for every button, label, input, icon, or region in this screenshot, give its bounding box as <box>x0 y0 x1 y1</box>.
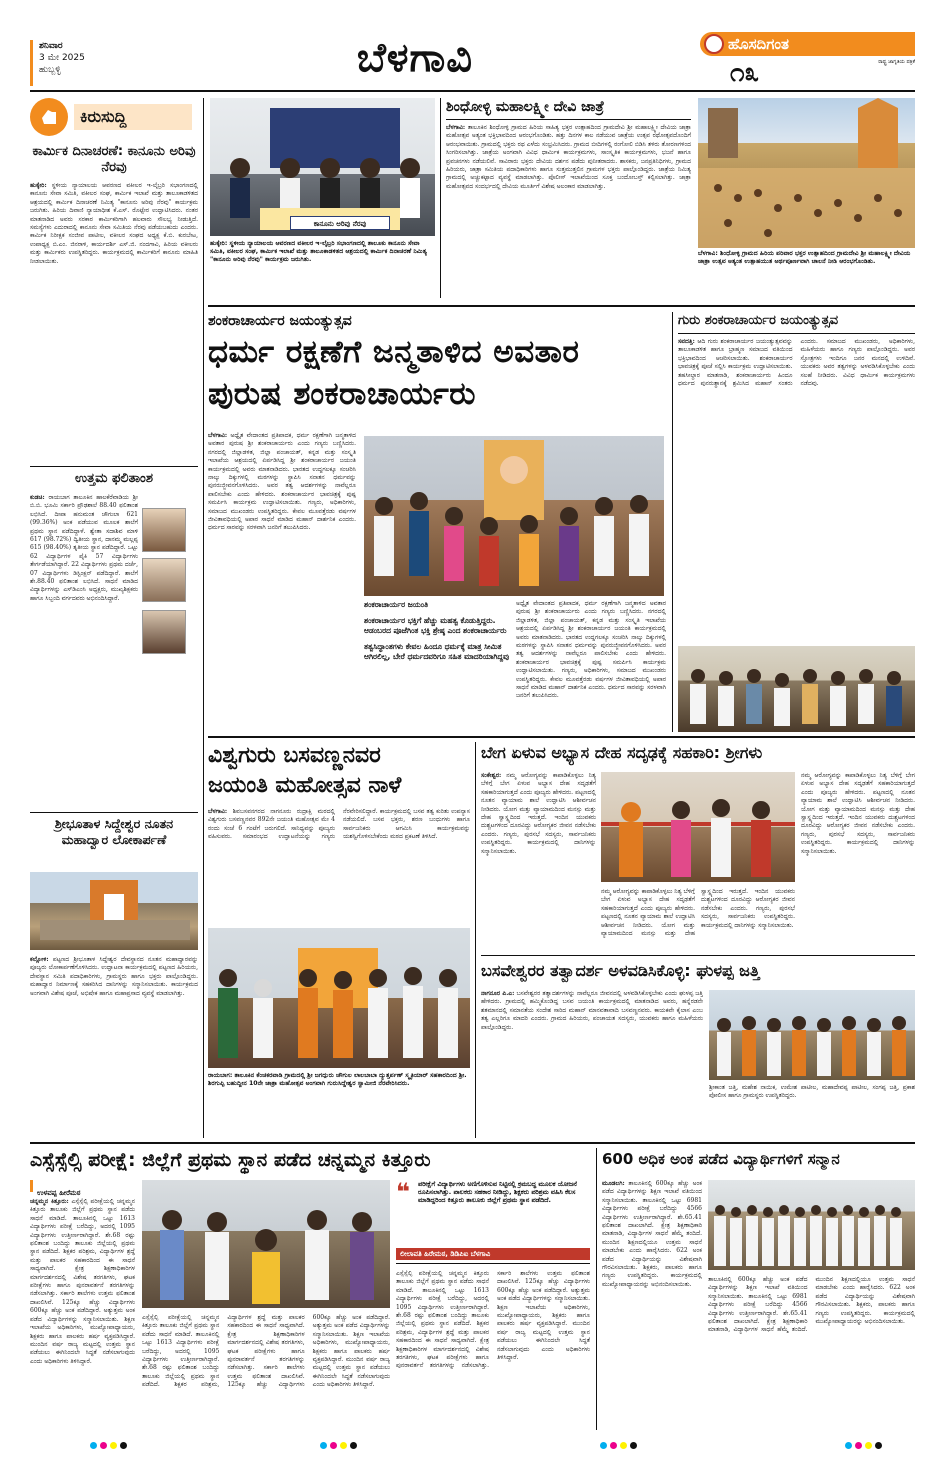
shrigalu-text: ನಮ್ಮ ಆರೋಗ್ಯವನ್ನು ಕಾಪಾಡಿಕೊಳ್ಳಲು ನಿತ್ಯ ಬೆಳಿಗ್ಗೆ ಬೇಗ ಏಳುವ ಅಭ್ಯಾಸ ದೇಹ ಸದೃಢತೆಗೆ ಸಹಕಾರಿಯಾಗುತ್ತದೆ ಎಂದು ಪೂಜ್ಯರು ಹೇಳಿದರು. ಪಟ್ಟಣದಲ್ಲಿ ನೂತನ ವ್ಯಾಯಾಮ ಶಾಲೆ ಉದ್ಘಾಟಿಸಿ ಆಶೀರ್ವಚನ ನೀಡಿದರು. ಯೋಗ ಮತ್ತು ವ್ಯಾಯಾಮದಿಂದ ಮನಸ್ಸು ಮತ್ತು ದೇಹ ಸ್ವಾಸ್ಥ್ಯದಿಂದ ಇರುತ್ತದೆ. ಇಂದಿನ ಯುವಕರು ದುಶ್ಚಟಗಳಿಂದ ದೂರವಿದ್ದು ಆರೋಗ್ಯಕರ ಜೀವನ ನಡೆಸಬೇಕು ಎಂದರು. ಗಣ್ಯರು, ಪುರಸಭೆ ಸದಸ್ಯರು, ಸಾರ್ವಜನಿಕರು ಉಪಸ್ಥಿತರಿದ್ದರು. ಕಾರ್ಯಕ್ರಮದಲ್ಲಿ ದಾನಿಗಳನ್ನು ಸನ್ಮಾನಿಸಲಾಯಿತು. <box>481 772 596 855</box>
jatre-photo <box>698 98 915 248</box>
student-photo-1 <box>142 508 186 552</box>
divider-horizontal-lower <box>481 955 915 956</box>
sslc-dateline: ಚನ್ನಮ್ಮನ ಕಿತ್ತೂರು: <box>30 1198 69 1205</box>
sslc-byline-text: ಉಳವಪ್ಪ ಹೀರೆಮಠ <box>37 1189 81 1197</box>
sslc-text-cont-2: ಎಸ್ಸೆಸ್ಸೆಲ್ಸಿ ಪರೀಕ್ಷೆಯಲ್ಲಿ ಚನ್ನಮ್ಮನ ಕಿತ್ತೂರು ತಾಲೂಕು ಜಿಲ್ಲೆಗೆ ಪ್ರಥಮ ಸ್ಥಾನ ಪಡೆದು ಸಾಧನೆ ಮಾಡಿದೆ. ತಾಲೂಕಿನಲ್ಲಿ ಒಟ್ಟು 1613 ವಿದ್ಯಾರ್ಥಿಗಳು ಪರೀಕ್ಷೆ ಬರೆದಿದ್ದು, ಅದರಲ್ಲಿ 1095 ವಿದ್ಯಾರ್ಥಿಗಳು ಉತ್ತೀರ್ಣರಾಗಿದ್ದಾರೆ. ಶೇ.68 ರಷ್ಟು ಫಲಿತಾಂಶ ಬಂದಿದ್ದು ತಾಲೂಕು ಜಿಲ್ಲೆಯಲ್ಲಿ ಪ್ರಥಮ ಸ್ಥಾನ ಪಡೆದಿದೆ. ಶಿಕ್ಷಕರ ಪರಿಶ್ರಮ, ವಿದ್ಯಾರ್ಥಿಗಳ ಶ್ರದ್ಧೆ ಮತ್ತು ಪಾಲಕರ ಸಹಕಾರದಿಂದ ಈ ಸಾಧನೆ ಸಾಧ್ಯವಾಗಿದೆ. ಕ್ಷೇತ್ರ ಶಿಕ್ಷಣಾಧಿಕಾರಿಗಳ ಮಾರ್ಗದರ್ಶನದಲ್ಲಿ ವಿಶೇಷ ತರಗತಿಗಳು, ಘಟಕ ಪರೀಕ್ಷೆಗಳು ಹಾಗೂ ಪುನರಾವರ್ತನೆ ತರಗತಿಗಳನ್ನು ನಡೆಸಲಾಗಿತ್ತು. ಸರ್ಕಾರಿ ಶಾಲೆಗಳು ಉತ್ತಮ ಫಲಿತಾಂಶ ದಾಖಲಿಸಿವೆ. 125ಕ್ಕೂ ಹೆಚ್ಚು ವಿದ್ಯಾರ್ಥಿಗಳು 600ಕ್ಕೂ ಹೆಚ್ಚು ಅಂಕ ಪಡೆದಿದ್ದಾರೆ. ಅತ್ಯುತ್ತಮ ಅಂಕ ಪಡೆದ ವಿದ್ಯಾರ್ಥಿಗಳನ್ನು ಸನ್ಮಾನಿಸಲಾಯಿತು. ಶಿಕ್ಷಣ ಇಲಾಖೆಯ ಅಧಿಕಾರಿಗಳು, ಮುಖ್ಯೋಪಾಧ್ಯಾಯರು, ಶಿಕ್ಷಕರು ಹಾಗೂ ಪಾಲಕರು ಹರ್ಷ ವ್ಯಕ್ತಪಡಿಸಿದ್ದಾರೆ. ಮುಂದಿನ ವರ್ಷ ರಾಜ್ಯ ಮಟ್ಟದಲ್ಲಿ ಉತ್ತಮ ಸ್ಥಾನ ಪಡೆಯಲು ಈಗಿನಿಂದಲೇ ಸಿದ್ಧತೆ ನಡೆಸಲಾಗುವುದು ಎಂದು ಅಧಿಕಾರಿಗಳು ತಿಳಿಸಿದ್ದಾರೆ. <box>396 1270 590 1370</box>
page-number: ೧೩ <box>730 58 760 88</box>
black-dot <box>120 1442 127 1449</box>
masthead-date: 3 ಮೇ 2025 <box>39 53 85 63</box>
sslc-article <box>30 1148 590 1430</box>
brief-2-text: ರಾಯಬಾಗ ತಾಲೂಕಿನ ಹಾಲಕೆರೆವಾಡಿಯ ಶ್ರೀ ಬಿ.ಬಿ. ಭೂಮಿ ಸರ್ಕಾರಿ ಪ್ರೌಢಶಾಲೆ 88.40 ಫಲಿತಾಂಶ ಲಭಿಸಿದೆ. ದೀಪಾ ಹನುಮಂತ ಚೌಗುಲಾ 621 (99.36%) ಅಂಕ ಪಡೆಯುವ ಮೂಲಕ ಶಾಲೆಗೆ ಪ್ರಥಮ ಸ್ಥಾನ ಪಡೆದಿದ್ದಾಳೆ. ಶ್ವೇತಾ ಸದಾಶಿವ ಮಾಳಿ 617 (98.72%) ದ್ವಿತೀಯ ಸ್ಥಾನ, ದಾನಮ್ಮ ಮಲ್ಲಪ್ಪ 615 (98.40%) ತೃತೀಯ ಸ್ಥಾನ ಪಡೆದಿದ್ದಾರೆ. ಒಟ್ಟು 62 ವಿದ್ಯಾರ್ಥಿಗಳ ಪೈಕಿ 57 ವಿದ್ಯಾರ್ಥಿಗಳು ತೇರ್ಗಡೆಯಾಗಿದ್ದಾರೆ. 22 ವಿದ್ಯಾರ್ಥಿಗಳು ಪ್ರಥಮ ದರ್ಜೆ, 07 ವಿದ್ಯಾರ್ಥಿಗಳು ಡಿಸ್ಟಿಂಕ್ಷನ್ ಪಡೆದಿದ್ದಾರೆ. ಶಾಲೆಗೆ ಶೇ.88.40 ಫಲಿತಾಂಶ ಲಭಿಸಿದೆ. ಸಾಧನೆ ಮಾಡಿದ ವಿದ್ಯಾರ್ಥಿಗಳನ್ನು ಎಸ್‌ಡಿಎಂಸಿ ಅಧ್ಯಕ್ಷರು, ಮುಖ್ಯಶಿಕ್ಷಕರು ಹಾಗೂ ಸಿಬ್ಬಂದಿ ವರ್ಗದವರು ಅಭಿನಂದಿಸಿದ್ದಾರೆ. <box>30 494 138 602</box>
divider-vertical-lower <box>475 742 476 1138</box>
brief-1-dateline: ಹುಕ್ಕೇರಿ: <box>30 182 47 189</box>
sanmana-text-cont: ತಾಲೂಕಿನಲ್ಲಿ 600ಕ್ಕೂ ಹೆಚ್ಚು ಅಂಕ ಪಡೆದ ವಿದ್ಯಾರ್ಥಿಗಳನ್ನು ಶಿಕ್ಷಣ ಇಲಾಖೆ ವತಿಯಿಂದ ಸನ್ಮಾನಿಸಲಾಯಿತು. ತಾಲೂಕಿನಲ್ಲಿ ಒಟ್ಟು 6981 ವಿದ್ಯಾರ್ಥಿಗಳು ಪರೀಕ್ಷೆ ಬರೆದಿದ್ದು 4566 ವಿದ್ಯಾರ್ಥಿಗಳು ಉತ್ತೀರ್ಣರಾಗಿದ್ದಾರೆ. ಶೇ.65.41 ಫಲಿತಾಂಶ ದಾಖಲಾಗಿದೆ. ಕ್ಷೇತ್ರ ಶಿಕ್ಷಣಾಧಿಕಾರಿ ಮಾತನಾಡಿ, ವಿದ್ಯಾರ್ಥಿಗಳ ಸಾಧನೆ ಹೆಮ್ಮೆ ತಂದಿದೆ. ಮುಂದಿನ ಶಿಕ್ಷಣದಲ್ಲಿಯೂ ಉತ್ತಮ ಸಾಧನೆ ಮಾಡಬೇಕು ಎಂದು ಹಾರೈಸಿದರು. 622 ಅಂಕ ಪಡೆದ ವಿದ್ಯಾರ್ಥಿಯನ್ನು ವಿಶೇಷವಾಗಿ ಗೌರವಿಸಲಾಯಿತು. ಶಿಕ್ಷಕರು, ಪಾಲಕರು ಹಾಗೂ ಗಣ್ಯರು ಉಪಸ್ಥಿತರಿದ್ದರು. ಕಾರ್ಯಕ್ರಮದಲ್ಲಿ ಮುಖ್ಯೋಪಾಧ್ಯಾಯರನ್ನು ಅಭಿನಂದಿಸಲಾಯಿತು. <box>708 1276 915 1334</box>
black-dot <box>875 1442 882 1449</box>
sslc-text-cont: ಎಸ್ಸೆಸ್ಸೆಲ್ಸಿ ಪರೀಕ್ಷೆಯಲ್ಲಿ ಚನ್ನಮ್ಮನ ಕಿತ್ತೂರು ತಾಲೂಕು ಜಿಲ್ಲೆಗೆ ಪ್ರಥಮ ಸ್ಥಾನ ಪಡೆದು ಸಾಧನೆ ಮಾಡಿದೆ. ತಾಲೂಕಿನಲ್ಲಿ ಒಟ್ಟು 1613 ವಿದ್ಯಾರ್ಥಿಗಳು ಪರೀಕ್ಷೆ ಬರೆದಿದ್ದು, ಅದರಲ್ಲಿ 1095 ವಿದ್ಯಾರ್ಥಿಗಳು ಉತ್ತೀರ್ಣರಾಗಿದ್ದಾರೆ. ಶೇ.68 ರಷ್ಟು ಫಲಿತಾಂಶ ಬಂದಿದ್ದು ತಾಲೂಕು ಜಿಲ್ಲೆಯಲ್ಲಿ ಪ್ರಥಮ ಸ್ಥಾನ ಪಡೆದಿದೆ. ಶಿಕ್ಷಕರ ಪರಿಶ್ರಮ, ವಿದ್ಯಾರ್ಥಿಗಳ ಶ್ರದ್ಧೆ ಮತ್ತು ಪಾಲಕರ ಸಹಕಾರದಿಂದ ಈ ಸಾಧನೆ ಸಾಧ್ಯವಾಗಿದೆ. ಕ್ಷೇತ್ರ ಶಿಕ್ಷಣಾಧಿಕಾರಿಗಳ ಮಾರ್ಗದರ್ಶನದಲ್ಲಿ ವಿಶೇಷ ತರಗತಿಗಳು, ಘಟಕ ಪರೀಕ್ಷೆಗಳು ಹಾಗೂ ಪುನರಾವರ್ತನೆ ತರಗತಿಗಳನ್ನು ನಡೆಸಲಾಗಿತ್ತು. ಸರ್ಕಾರಿ ಶಾಲೆಗಳು ಉತ್ತಮ ಫಲಿತಾಂಶ ದಾಖಲಿಸಿವೆ. 125ಕ್ಕೂ ಹೆಚ್ಚು ವಿದ್ಯಾರ್ಥಿಗಳು 600ಕ್ಕೂ ಹೆಚ್ಚು ಅಂಕ ಪಡೆದಿದ್ದಾರೆ. ಅತ್ಯುತ್ತಮ ಅಂಕ ಪಡೆದ ವಿದ್ಯಾರ್ಥಿಗಳನ್ನು ಸನ್ಮಾನಿಸಲಾಯಿತು. ಶಿಕ್ಷಣ ಇಲಾಖೆಯ ಅಧಿಕಾರಿಗಳು, ಮುಖ್ಯೋಪಾಧ್ಯಾಯರು, ಶಿಕ್ಷಕರು ಹಾಗೂ ಪಾಲಕರು ಹರ್ಷ ವ್ಯಕ್ತಪಡಿಸಿದ್ದಾರೆ. ಮುಂದಿನ ವರ್ಷ ರಾಜ್ಯ ಮಟ್ಟದಲ್ಲಿ ಉತ್ತಮ ಸ್ಥಾನ ಪಡೆಯಲು ಈಗಿನಿಂದಲೇ ಸಿದ್ಧತೆ ನಡೆಸಲಾಗುವುದು ಎಂದು ಅಧಿಕಾರಿಗಳು ತಿಳಿಸಿದ್ದಾರೆ. <box>142 1314 390 1389</box>
divider-vertical-top <box>440 98 441 298</box>
shrigalu-text-cont-2: ನಮ್ಮ ಆರೋಗ್ಯವನ್ನು ಕಾಪಾಡಿಕೊಳ್ಳಲು ನಿತ್ಯ ಬೆಳಿಗ್ಗೆ ಬೇಗ ಏಳುವ ಅಭ್ಯಾಸ ದೇಹ ಸದೃಢತೆಗೆ ಸಹಕಾರಿಯಾಗುತ್ತದೆ ಎಂದು ಪೂಜ್ಯರು ಹೇಳಿದರು. ಪಟ್ಟಣದಲ್ಲಿ ನೂತನ ವ್ಯಾಯಾಮ ಶಾಲೆ ಉದ್ಘಾಟಿಸಿ ಆಶೀರ್ವಚನ ನೀಡಿದರು. ಯೋಗ ಮತ್ತು ವ್ಯಾಯಾಮದಿಂದ ಮನಸ್ಸು ಮತ್ತು ದೇಹ ಸ್ವಾಸ್ಥ್ಯದಿಂದ ಇರುತ್ತದೆ. ಇಂದಿನ ಯುವಕರು ದುಶ್ಚಟಗಳಿಂದ ದೂರವಿದ್ದು ಆರೋಗ್ಯಕರ ಜೀವನ ನಡೆಸಬೇಕು ಎಂದರು. ಗಣ್ಯರು, ಪುರಸಭೆ ಸದಸ್ಯರು, ಸಾರ್ವಜನಿಕರು ಉಪಸ್ಥಿತರಿದ್ದರು. ಕಾರ್ಯಕ್ರಮದಲ್ಲಿ ದಾನಿಗಳನ್ನು ಸನ್ಮಾನಿಸಲಾಯಿತು. <box>801 772 915 855</box>
basaveshwara-text: ಬಸವೇಶ್ವರರ ತತ್ವಾದರ್ಶಗಳನ್ನು ನಾವೆಲ್ಲರೂ ಜೀವನದಲ್ಲಿ ಅಳವಡಿಸಿಕೊಳ್ಳಬೇಕು ಎಂದು ಘುಳಪ್ಪ ಜತ್ತಿ ಹೇಳಿದರು. ಗ್ರಾಮದಲ್ಲಿ ಹಮ್ಮಿಕೊಂಡಿದ್ದ ಬಸವ ಜಯಂತಿ ಕಾರ್ಯಕ್ರಮದಲ್ಲಿ ಮಾತನಾಡಿದ ಅವರು, ಹನ್ನೆರಡನೇ ಶತಮಾನದಲ್ಲಿ ಸಮಾನತೆಯ ಸಂದೇಶ ಸಾರಿದ ಮಹಾನ್ ಮಾನವತಾವಾದಿ ಬಸವಣ್ಣನವರು. ಕಾಯಕವೇ ಕೈಲಾಸ ಎಂಬ ತತ್ವ ಎಲ್ಲರಿಗೂ ಮಾದರಿ ಎಂದರು. ಗ್ರಾಮದ ಹಿರಿಯರು, ಪಂಚಾಯತ ಸದಸ್ಯರು, ಯುವಕರು ಹಾಗೂ ಮಹಿಳೆಯರು ಪಾಲ್ಗೊಂಡಿದ್ದರು. <box>481 990 703 1031</box>
divider-left-2 <box>30 812 198 813</box>
cyan-dot <box>320 1442 327 1449</box>
basaveshwara-title: ಬಸವೇಶ್ವರರ ತತ್ವಾದರ್ಶ ಅಳವಡಿಸಿಕೊಳ್ಳಿ: ಘುಳಪ್ಪ ಜತ್ತಿ <box>481 961 760 980</box>
brief-1-body <box>30 182 198 458</box>
basaveshwara-dateline: ನಾಗನೂರ ಪಿ.ಎ: <box>481 990 515 997</box>
shankara-dateline: ಬೆಳಗಾವಿ: <box>208 432 228 439</box>
shrigalu-dateline: ಸಂಕೇಶ್ವರ: <box>481 772 502 779</box>
divider-vertical-left <box>203 98 204 1138</box>
shankara-point-2: ಶಂಕರಾಚಾರ್ಯರ ಭಕ್ತಿಗೆ ಹೆಚ್ಚು ಮಹತ್ವ ಕೊಡುತ್ತಿದ್ದರು. ಆಡಂಬರದ ಪೂಜೆಗಿಂತ ಭಕ್ತಿ ಶ್ರೇಷ್ಠ ಎಂದ ಶಂಕರಾಚಾರ್ಯರು <box>364 616 507 635</box>
divider-horizontal-bottom <box>30 1142 915 1144</box>
shrigalu-col-1 <box>481 772 596 952</box>
sanmana-photo <box>708 1180 915 1270</box>
sslc-photo <box>142 1180 390 1308</box>
shankara-photo <box>364 436 664 596</box>
cyan-dot <box>845 1442 852 1449</box>
shankara-title-2: ಪುರುಷ ಶಂಕರಾಚಾರ್ಯರು <box>208 376 477 412</box>
jatre-body <box>446 124 691 300</box>
mahadwara-photo <box>30 872 198 950</box>
yellow-dot <box>340 1442 347 1449</box>
basavanna-dateline: ಬೆಳಗಾವಿ: <box>208 808 228 815</box>
jatre-caption: ಬೆಳಗಾವಿ: ಶಿಂಧೋಳ್ಳಿ ಗ್ರಾಮದ ಹಿರಿಯ ಪರಿವಾರ ಭಕ್ತರ ಉತ್ಸಾಹದಿಂದ ಗ್ರಾಮದೇವಿ ಶ್ರೀ ಮಹಾಲಕ್ಷ್ಮೀ ದೇವಿಯ ಜಾತ್ರಾ ಉತ್ಸವ ಅತ್ಯಂತ ಉತ್ಸಾಹಯುತ ಅರ್ಥಪೂರ್ಣವಾಗಿ ಚಾಲನೆ ನೀಡಿ ಆರಂಭಗೊಂಡಿತು. <box>698 250 911 265</box>
yellow-dot <box>620 1442 627 1449</box>
sslc-col-3 <box>396 1270 590 1428</box>
masthead-dateblock <box>30 40 150 86</box>
guru-body <box>678 338 915 638</box>
hukkeri-banner: ಕಾನೂನು ಅರಿವು ನೆರವು <box>290 216 390 230</box>
brief-2 <box>30 470 198 808</box>
guru-article <box>678 312 915 732</box>
student-photo-2 <box>142 558 186 602</box>
shrigalu-photo <box>601 772 795 882</box>
sslc-title: ಎಸ್ಸೆಸ್ಸೆಲ್ಸಿ ಪರೀಕ್ಷೆ: ಜಿಲ್ಲೆಗೆ ಪ್ರಥಮ ಸ್ಥಾನ ಪಡೆದ ಚನ್ನಮ್ಮನ ಕಿತ್ತೂರು <box>30 1149 431 1171</box>
shankara-points <box>364 600 510 732</box>
divider-horizontal-top <box>208 305 915 307</box>
raybag-caption: ರಾಯಬಾಗ: ತಾಲೂಕಿನ ಕೆಂಚಕರವಾಡಿ ಗ್ರಾಮದಲ್ಲಿ ಶ್ರೀ ಜಗದ್ಗುರು ಚೌಗುಲ ಲಾಲಬಾಬಾ ದ್ಯುತ್ತರ್ಪಣ್ ಸ್ಮೃತಿಯಾರ್ ಸಹಕಾರದಿಂದ ಶ್ರೀ. ಶಿರಗುಪ್ಪಿ ಬಹುದ್ದೀನ 10ನೇ ಜಾತ್ರಾ ಮಹೋತ್ಸವ ಅಂಗವಾಗಿ ಗುರುಸಿದ್ದೇಶ್ವರ ಸ್ವಾಮೀಜಿ ನೆರವೇರಿಸಿದರು. <box>208 1072 467 1087</box>
shrigalu-col-3 <box>801 772 915 952</box>
brief-3 <box>30 812 198 1139</box>
sslc-byline <box>30 1180 135 1197</box>
shankara-text-cont: ಅಧ್ವೈತ ವೇದಾಂತದ ಪ್ರತಿಪಾದಕ, ಧರ್ಮ ರಕ್ಷಣೆಗಾಗಿ ಜನ್ಮತಾಳಿದ ಅವತಾರ ಪುರುಷ ಶ್ರೀ ಶಂಕರಾಚಾರ್ಯರು ಎಂದು ಗಣ್ಯರು ಬಣ್ಣಿಸಿದರು. ನಗರದಲ್ಲಿ ಜಿಲ್ಲಾಡಳಿತ, ಜಿಲ್ಲಾ ಪಂಚಾಯತ್, ಕನ್ನಡ ಮತ್ತು ಸಂಸ್ಕೃತಿ ಇಲಾಖೆಯ ಆಶ್ರಯದಲ್ಲಿ ಏರ್ಪಡಿಸಿದ್ದ ಶ್ರೀ ಶಂಕರಾಚಾರ್ಯರ ಜಯಂತಿ ಕಾರ್ಯಕ್ರಮದಲ್ಲಿ ಅವರು ಮಾತನಾಡಿದರು. ಭಾರತದ ಉದ್ದಗಲಕ್ಕೂ ಸಂಚರಿಸಿ ನಾಲ್ಕು ದಿಕ್ಕುಗಳಲ್ಲಿ ಮಠಗಳನ್ನು ಸ್ಥಾಪಿಸಿ ಸನಾತನ ಧರ್ಮವನ್ನು ಪುನರುಜ್ಜೀವನಗೊಳಿಸಿದರು. ಅವರ ತತ್ವ ಆದರ್ಶಗಳನ್ನು ನಾವೆಲ್ಲರೂ ಪಾಲಿಸಬೇಕು ಎಂದು ಹೇಳಿದರು. ಶಂಕರಾಚಾರ್ಯರ ಭಾವಚಿತ್ರಕ್ಕೆ ಪುಷ್ಪ ಸಮರ್ಪಿಸಿ ಕಾರ್ಯಕ್ರಮ ಉದ್ಘಾಟಿಸಲಾಯಿತು. ಗಣ್ಯರು, ಅಧಿಕಾರಿಗಳು, ಸಮಾಜದ ಮುಖಂಡರು ಉಪಸ್ಥಿತರಿದ್ದರು. ಕೇವಲ ಮೂವತ್ತೆರಡು ವರ್ಷಗಳ ಜೀವಿತಾವಧಿಯಲ್ಲಿ ಅಪಾರ ಸಾಧನೆ ಮಾಡಿದ ಮಹಾನ್ ದಾರ್ಶನಿಕ ಎಂದರು. ಧರ್ಮದ ಸಾರವನ್ನು ಸರಳವಾಗಿ ಜನರಿಗೆ ತಲುಪಿಸಿದರು. <box>516 600 666 700</box>
brand-logo-icon <box>704 34 724 54</box>
hukkeri-caption: ಹುಕ್ಕೇರಿ: ಸ್ಥಳೀಯ ನ್ಯಾಯಾಲಯ ಆವರಣದ ವಕೀಲರ ಇ-ಲೈಬ್ರರಿ ಸಭಾಂಗಣದಲ್ಲಿ ತಾಲೂಕು ಕಾನೂನು ಸೇವಾ ಸಮಿತಿ, ವಕೀಲರ ಸಂಘ, ಕಾರ್ಮಿಕ ಇಲಾಖೆ ಮತ್ತು ತಾಲೂಕಾಡಳಿತದ ಆಶ್ರಯದಲ್ಲಿ ಕಾರ್ಮಿಕ ದಿನಾಚರಣೆ ನಿಮಿತ್ಯ "ಕಾನೂನು ಅರಿವು ನೆರವು" ಕಾರ್ಯಕ್ರಮ ಜರುಗಿತು. <box>210 240 427 263</box>
shankara-title-1: ಧರ್ಮ ರಕ್ಷಣೆಗೆ ಜನ್ಮತಾಳಿದ ಅವತಾರ <box>208 334 580 370</box>
guru-dateline: ಸವದತ್ತಿ: <box>678 338 695 345</box>
sanmana-title: 600 ಅಧಿಕ ಅಂಕ ಪಡೆದ ವಿದ್ಯಾರ್ಥಿಗಳಿಗೆ ಸನ್ಮಾನ <box>602 1150 840 1168</box>
jatre-text: ತಾಲೂಕಿನ ಶಿಂಧೋಳ್ಳಿ ಗ್ರಾಮದ ಹಿರಿಯ ಸಾಹಿತ್ಯ ಭಕ್ತರ ಉತ್ಸಾಹದಿಂದ ಗ್ರಾಮದೇವಿ ಶ್ರೀ ಮಹಾಲಕ್ಷ್ಮೀ ದೇವಿಯ ಜಾತ್ರಾ ಮಹೋತ್ಸವ ಅತ್ಯಂತ ಭಕ್ತಿಭಾವದಿಂದ ಆರಂಭಗೊಂಡಿತು. ಹತ್ತು ದಿನಗಳ ಕಾಲ ನಡೆಯುವ ಜಾತ್ರೆಯ ಉತ್ಸವ ರಥೋತ್ಸವದೊಂದಿಗೆ ಆರಂಭವಾಯಿತು. ಗ್ರಾಮದಲ್ಲಿ ಭಕ್ತರು ರಥ ಎಳೆದು ಸಂಭ್ರಮಿಸಿದರು. ಗ್ರಾಮದ ಬೀದಿಗಳಲ್ಲಿ ರಂಗೋಲಿ ಬಿಡಿಸಿ ತಳಿರು ತೋರಣಗಳಿಂದ ಸಿಂಗರಿಸಲಾಗಿತ್ತು. ಜಾತ್ರೆಯ ಅಂಗವಾಗಿ ವಿವಿಧ ಧಾರ್ಮಿಕ ಕಾರ್ಯಕ್ರಮಗಳು, ಸಾಂಸ್ಕೃತಿಕ ಕಾರ್ಯಕ್ರಮಗಳು, ಭಜನೆ ಹಾಗೂ ಪ್ರವಚನಗಳು ನಡೆಯಲಿವೆ. ಸಾವಿರಾರು ಭಕ್ತರು ದೇವಿಯ ದರ್ಶನ ಪಡೆದು ಪುನೀತರಾದರು. ಶಾಸಕರು, ಜನಪ್ರತಿನಿಧಿಗಳು, ಗ್ರಾಮದ ಹಿರಿಯರು, ಜಾತ್ರಾ ಸಮಿತಿಯ ಪದಾಧಿಕಾರಿಗಳು ಹಾಗೂ ಸುತ್ತಮುತ್ತಲಿನ ಗ್ರಾಮಗಳ ಭಕ್ತರು ಪಾಲ್ಗೊಂಡಿದ್ದರು. ಜಾತ್ರೆಯ ನಿಮಿತ್ಯ ಗ್ರಾಮದಲ್ಲಿ ಅಚ್ಚುಕಟ್ಟಾದ ವ್ಯವಸ್ಥೆ ಮಾಡಲಾಗಿತ್ತು. ಪೊಲೀಸ್ ಇಲಾಖೆಯಿಂದ ಸೂಕ್ತ ಬಂದೋಬಸ್ತ್ ಕಲ್ಪಿಸಲಾಗಿತ್ತು. ಜಾತ್ರಾ ಮಹೋತ್ಸವದ ಸಂದರ್ಭದಲ್ಲಿ ದೇವಿಯ ಮೂರ್ತಿಗೆ ವಿಶೇಷ ಅಲಂಕಾರ ಮಾಡಲಾಗಿತ್ತು. <box>446 124 691 190</box>
hukkeri-photo <box>210 98 435 236</box>
sanmana-article <box>602 1148 915 1430</box>
magenta-dot <box>855 1442 862 1449</box>
section-title: ಬೆಳಗಾವಿ <box>356 35 474 81</box>
brand-name: ಹೊಸದಿಗಂತ <box>728 35 789 53</box>
sslc-col-2 <box>142 1314 390 1428</box>
magenta-dot <box>610 1442 617 1449</box>
black-dot <box>630 1442 637 1449</box>
brand-tagline: ರಾಷ್ಟ್ರ ಜಾಗೃತಿಯ ಪತ್ರಿಕೆ <box>878 59 915 65</box>
masthead-rule <box>30 90 915 92</box>
basavanna-text: ಶಿವಬಸವನಗರದ ನಾಗನೂರು ರುದ್ರಾಕ್ಷಿ ಮಠದಲ್ಲಿ ವಿಶ್ವಗುರು ಬಸವಣ್ಣನವರ 892ನೇ ಜಯಂತಿ ಮಹೋತ್ಸವ ಮೇ 4 ರಂದು ಸಂಜೆ 6 ಗಂಟೆಗೆ ಜರುಗಲಿದೆ. ಸಾನಿಧ್ಯವನ್ನು ಪೂಜ್ಯರು ವಹಿಸುವರು. ಸಮಾರಂಭದ ಉದ್ಘಾಟನೆಯನ್ನು ಗಣ್ಯರು ನೆರವೇರಿಸಲಿದ್ದಾರೆ. ಕಾರ್ಯಕ್ರಮದಲ್ಲಿ ಬಸವ ತತ್ವ ಕುರಿತು ಉಪನ್ಯಾಸ ನಡೆಯಲಿದೆ. ಬಸವ ಭಕ್ತರು, ಶರಣ ಬಂಧುಗಳು ಹಾಗೂ ಸಾರ್ವಜನಿಕರು ಆಗಮಿಸಿ ಕಾರ್ಯಕ್ರಮವನ್ನು ಯಶಸ್ವಿಗೊಳಿಸಬೇಕೆಂದು ಮಠದ ಪ್ರಕಟಣೆ ತಿಳಿಸಿದೆ. <box>208 808 470 841</box>
student-photo-3 <box>142 610 186 654</box>
shrigalu-text-cont: ನಮ್ಮ ಆರೋಗ್ಯವನ್ನು ಕಾಪಾಡಿಕೊಳ್ಳಲು ನಿತ್ಯ ಬೆಳಿಗ್ಗೆ ಬೇಗ ಏಳುವ ಅಭ್ಯಾಸ ದೇಹ ಸದೃಢತೆಗೆ ಸಹಕಾರಿಯಾಗುತ್ತದೆ ಎಂದು ಪೂಜ್ಯರು ಹೇಳಿದರು. ಪಟ್ಟಣದಲ್ಲಿ ನೂತನ ವ್ಯಾಯಾಮ ಶಾಲೆ ಉದ್ಘಾಟಿಸಿ ಆಶೀರ್ವಚನ ನೀಡಿದರು. ಯೋಗ ಮತ್ತು ವ್ಯಾಯಾಮದಿಂದ ಮನಸ್ಸು ಮತ್ತು ದೇಹ ಸ್ವಾಸ್ಥ್ಯದಿಂದ ಇರುತ್ತದೆ. ಇಂದಿನ ಯುವಕರು ದುಶ್ಚಟಗಳಿಂದ ದೂರವಿದ್ದು ಆರೋಗ್ಯಕರ ಜೀವನ ನಡೆಸಬೇಕು ಎಂದರು. ಗಣ್ಯರು, ಪುರಸಭೆ ಸದಸ್ಯರು, ಸಾರ್ವಜನಿಕರು ಉಪಸ್ಥಿತರಿದ್ದರು. ಕಾರ್ಯಕ್ರಮದಲ್ಲಿ ದಾನಿಗಳನ್ನು ಸನ್ಮಾನಿಸಲಾಯಿತು. <box>601 888 795 938</box>
divider-horizontal-mid <box>208 736 915 738</box>
brief-2-dateline: ಕುಡಚಿ: <box>30 494 45 501</box>
shrigalu-article <box>481 742 915 952</box>
shankara-point-3: ತತ್ವಸಿದ್ಧಾಂತಗಳು ಕೇವಲ ಹಿಂದೂ ಧರ್ಮಕ್ಕೆ ಮಾತ್ರ ಸೀಮಿತ ಆಗಿರಲಿಲ್ಲ, ಬೇರೆ ಧರ್ಮದವರಿಗೂ ಸಹಿತ ಮಾದರಿಯಾಗಿದ್ದವು <box>364 642 510 661</box>
quote-text: ಪರೀಕ್ಷೆಗೆ ವಿದ್ಯಾರ್ಥಿಗಳು ಅಣಿಗೊಳಿಸುವ ನಿಟ್ಟಿನಲ್ಲಿ ಕ್ರಮಬದ್ಧ ಮೂಲಕ ಯೋಜನೆ ರೂಪಿಸಲಾಗಿತ್ತು. ಪಾಲಕರು ಸಹಕಾರ ನೀಡಿದ್ದು, ಶಿಕ್ಷಕರು ಪರಿಶ್ರಮ ವಹಿಸಿ ಕೆಲಸ ಮಾಡಿದ್ದರಿಂದ ಕಿತ್ತೂರು ತಾಲೂಕು ಜಿಲ್ಲೆಗೆ ಪ್ರಥಮ ಸ್ಥಾನ ಪಡೆದಿದೆ. <box>418 1180 577 1205</box>
quote-author: ಲೀಲಾವತಿ ಹಿರೇಮಠ, ಡಿಡಿಪಿಐ ಬೆಳಗಾವಿ <box>396 1248 590 1260</box>
guru-text: ಆದಿ ಗುರು ಶಂಕರಾಚಾರ್ಯರ ಜಯಂತ್ಯುತ್ಸವವನ್ನು ತಾಲೂಕಾಡಳಿತ ಹಾಗೂ ಬ್ರಾಹ್ಮಣ ಸಮಾಜದ ವತಿಯಿಂದ ಭಕ್ತಿಭಾವದಿಂದ ಆಚರಿಸಲಾಯಿತು. ಶಂಕರಾಚಾರ್ಯರ ಭಾವಚಿತ್ರಕ್ಕೆ ಪೂಜೆ ಸಲ್ಲಿಸಿ ಕಾರ್ಯಕ್ರಮ ಉದ್ಘಾಟಿಸಲಾಯಿತು. ತಹಸೀಲ್ದಾರ ಮಾತನಾಡಿ, ಶಂಕರಾಚಾರ್ಯರು ಹಿಂದೂ ಧರ್ಮದ ಪುನರುತ್ಥಾನಕ್ಕೆ ಶ್ರಮಿಸಿದ ಮಹಾನ್ ಸಂತರು ಎಂದರು. ಸಮಾಜದ ಮುಖಂಡರು, ಅಧಿಕಾರಿಗಳು, ಮಹಿಳೆಯರು ಹಾಗೂ ಗಣ್ಯರು ಪಾಲ್ಗೊಂಡಿದ್ದರು. ಅವರ ಸ್ತೋತ್ರಗಳು ಇಂದಿಗೂ ಜನರ ಮನದಲ್ಲಿ ಉಳಿದಿವೆ. ಯುವಕರು ಅವರ ತತ್ವಗಳನ್ನು ಅಳವಡಿಸಿಕೊಳ್ಳಬೇಕು ಎಂದು ಸಲಹೆ ನೀಡಿದರು. ವಿವಿಧ ಧಾರ್ಮಿಕ ಕಾರ್ಯಕ್ರಮಗಳು ನಡೆದವು. <box>678 338 915 388</box>
divider-left-1 <box>30 466 198 467</box>
basaveshwara-article <box>481 960 915 1138</box>
black-dot <box>350 1442 357 1449</box>
masthead-day: ಶನಿವಾರ <box>39 41 63 51</box>
masthead-edition: ಹುಬ್ಬಳ್ಳಿ <box>39 65 61 75</box>
kirusuddi-label: ಕಿರುಸುದ್ದಿ <box>74 104 192 130</box>
shankara-col-3 <box>516 600 666 732</box>
shrigalu-col-2 <box>601 888 795 952</box>
sslc-quote <box>396 1180 590 1264</box>
brief-2-title: ಉತ್ತಮ ಫಲಿತಾಂಶ <box>75 471 153 486</box>
shankara-text: ಅಧ್ವೈತ ವೇದಾಂತದ ಪ್ರತಿಪಾದಕ, ಧರ್ಮ ರಕ್ಷಣೆಗಾಗಿ ಜನ್ಮತಾಳಿದ ಅವತಾರ ಪುರುಷ ಶ್ರೀ ಶಂಕರಾಚಾರ್ಯರು ಎಂದು ಗಣ್ಯರು ಬಣ್ಣಿಸಿದರು. ನಗರದಲ್ಲಿ ಜಿಲ್ಲಾಡಳಿತ, ಜಿಲ್ಲಾ ಪಂಚಾಯತ್, ಕನ್ನಡ ಮತ್ತು ಸಂಸ್ಕೃತಿ ಇಲಾಖೆಯ ಆಶ್ರಯದಲ್ಲಿ ಏರ್ಪಡಿಸಿದ್ದ ಶ್ರೀ ಶಂಕರಾಚಾರ್ಯರ ಜಯಂತಿ ಕಾರ್ಯಕ್ರಮದಲ್ಲಿ ಅವರು ಮಾತನಾಡಿದರು. ಭಾರತದ ಉದ್ದಗಲಕ್ಕೂ ಸಂಚರಿಸಿ ನಾಲ್ಕು ದಿಕ್ಕುಗಳಲ್ಲಿ ಮಠಗಳನ್ನು ಸ್ಥಾಪಿಸಿ ಸನಾತನ ಧರ್ಮವನ್ನು ಪುನರುಜ್ಜೀವನಗೊಳಿಸಿದರು. ಅವರ ತತ್ವ ಆದರ್ಶಗಳನ್ನು ನಾವೆಲ್ಲರೂ ಪಾಲಿಸಬೇಕು ಎಂದು ಹೇಳಿದರು. ಶಂಕರಾಚಾರ್ಯರ ಭಾವಚಿತ್ರಕ್ಕೆ ಪುಷ್ಪ ಸಮರ್ಪಿಸಿ ಕಾರ್ಯಕ್ರಮ ಉದ್ಘಾಟಿಸಲಾಯಿತು. ಗಣ್ಯರು, ಅಧಿಕಾರಿಗಳು, ಸಮಾಜದ ಮುಖಂಡರು ಉಪಸ್ಥಿತರಿದ್ದರು. ಕೇವಲ ಮೂವತ್ತೆರಡು ವರ್ಷಗಳ ಜೀವಿತಾವಧಿಯಲ್ಲಿ ಅಪಾರ ಸಾಧನೆ ಮಾಡಿದ ಮಹಾನ್ ದಾರ್ಶನಿಕ ಎಂದರು. ಧರ್ಮದ ಸಾರವನ್ನು ಸರಳವಾಗಿ ಜನರಿಗೆ ತಲುಪಿಸಿದರು. <box>208 432 356 532</box>
jatre-dateline: ಬೆಳಗಾವಿ: <box>446 124 466 131</box>
shankara-point-1: ಶಂಕರಾಚಾರ್ಯರ ಜಯಂತಿ <box>364 600 429 609</box>
magenta-dot <box>330 1442 337 1449</box>
jatre-title: ಶಿಂಧೋಳ್ಳಿ ಮಹಾಲಕ್ಷ್ಮೀ ದೇವಿ ಜಾತ್ರೆ <box>446 98 691 120</box>
guru-title: ಗುರು ಶಂಕರಾಚಾರ್ಯರ ಜಯಂತ್ಯುತ್ಸವ <box>678 312 915 334</box>
cyan-dot <box>90 1442 97 1449</box>
kirusuddi-box <box>30 98 195 138</box>
basavanna-article <box>208 742 470 922</box>
jatre-article <box>446 98 691 302</box>
brief-1-text: ಸ್ಥಳೀಯ ನ್ಯಾಯಾಲಯ ಆವರಣದ ವಕೀಲರ ಇ-ಲೈಬ್ರರಿ ಸಭಾಂಗಣದಲ್ಲಿ ಕಾನೂನು ಸೇವಾ ಸಮಿತಿ, ವಕೀಲರ ಸಂಘ, ಕಾರ್ಮಿಕ ಇಲಾಖೆ ಮತ್ತು ತಾಲೂಕಾಡಳಿತದ ಆಶ್ರಯದಲ್ಲಿ ಕಾರ್ಮಿಕ ದಿನಾಚರಣೆ ನಿಮಿತ್ಯ "ಕಾನೂನು ಅರಿವು ನೆರವು" ಕಾರ್ಯಕ್ರಮ ಜರುಗಿತು. ಹಿರಿಯ ದಿವಾಣಿ ನ್ಯಾಯಾಧೀಶ ಕೆ.ಎಸ್. ರೊಟ್ಟೇರ ಉದ್ಘಾಟಿಸಿದರು. ನಂತರ ಮಾತನಾಡಿದ ಅವರು ಸರಕಾರ ಕಾರ್ಮಿಕರಿಗಾಗಿ ಹಲವಾರು ಸೌಲಭ್ಯ ನೀಡುತ್ತಿದೆ. ಸಮಸ್ಯೆಗಳು ಎದುರಾದಲ್ಲಿ ಕಾನೂನು ಸೇವಾ ಸಮಿತಿಯ ನೆರವು ಪಡೆಯಬಹುದು ಎಂದರು. ಕಾರ್ಮಿಕ ನಿರೀಕ್ಷಕ ಸಂಜೀವ ಪಾಟೀಲ, ವಕೀಲರ ಸಂಘದ ಅಧ್ಯಕ್ಷ ಕೆ.ಬಿ. ಕುರಬೇಟ, ಉಪಾಧ್ಯಕ್ಷ ಬಿ.ಎಂ. ಜಿನರಾಳಿ, ಕಾರ್ಯದರ್ಶಿ ಎಸ್.ಜಿ. ನಂದಗಾವಿ, ಹಿರಿಯ ವಕೀಲರು ಮತ್ತು ಕಾರ್ಮಿಕರು ಉಪಸ್ಥಿತರಿದ್ದರು. ಕಾರ್ಯಕ್ರಮದಲ್ಲಿ ಕಾರ್ಮಿಕರಿಗೆ ಕಾನೂನು ಮಾಹಿತಿ ನೀಡಲಾಯಿತು. <box>30 182 198 265</box>
registration-marks-center-left <box>320 1442 357 1449</box>
brief-3-dateline: ಕಲ್ಲೋಳಿ: <box>30 956 49 963</box>
brand-block <box>700 32 915 88</box>
sanmana-text: ತಾಲೂಕಿನಲ್ಲಿ 600ಕ್ಕೂ ಹೆಚ್ಚು ಅಂಕ ಪಡೆದ ವಿದ್ಯಾರ್ಥಿಗಳನ್ನು ಶಿಕ್ಷಣ ಇಲಾಖೆ ವತಿಯಿಂದ ಸನ್ಮಾನಿಸಲಾಯಿತು. ತಾಲೂಕಿನಲ್ಲಿ ಒಟ್ಟು 6981 ವಿದ್ಯಾರ್ಥಿಗಳು ಪರೀಕ್ಷೆ ಬರೆದಿದ್ದು 4566 ವಿದ್ಯಾರ್ಥಿಗಳು ಉತ್ತೀರ್ಣರಾಗಿದ್ದಾರೆ. ಶೇ.65.41 ಫಲಿತಾಂಶ ದಾಖಲಾಗಿದೆ. ಕ್ಷೇತ್ರ ಶಿಕ್ಷಣಾಧಿಕಾರಿ ಮಾತನಾಡಿ, ವಿದ್ಯಾರ್ಥಿಗಳ ಸಾಧನೆ ಹೆಮ್ಮೆ ತಂದಿದೆ. ಮುಂದಿನ ಶಿಕ್ಷಣದಲ್ಲಿಯೂ ಉತ್ತಮ ಸಾಧನೆ ಮಾಡಬೇಕು ಎಂದು ಹಾರೈಸಿದರು. 622 ಅಂಕ ಪಡೆದ ವಿದ್ಯಾರ್ಥಿಯನ್ನು ವಿಶೇಷವಾಗಿ ಗೌರವಿಸಲಾಯಿತು. ಶಿಕ್ಷಕರು, ಪಾಲಕರು ಹಾಗೂ ಗಣ್ಯರು ಉಪಸ್ಥಿತರಿದ್ದರು. ಕಾರ್ಯಕ್ರಮದಲ್ಲಿ ಮುಖ್ಯೋಪಾಧ್ಯಾಯರನ್ನು ಅಭಿನಂದಿಸಲಾಯಿತು. <box>602 1180 702 1288</box>
brief-1-title: ಕಾರ್ಮಿಕ ದಿನಾಚರಣೆ: ಕಾನೂನು ಅರಿವು ನೆರವು <box>32 144 196 175</box>
brief-3-body <box>30 956 198 1136</box>
yellow-dot <box>110 1442 117 1449</box>
masthead <box>0 0 945 92</box>
shankara-kicker: ಶಂಕರಾಚಾರ್ಯರ ಜಯಂತ್ಯುತ್ಸವ <box>208 313 352 329</box>
cyan-dot <box>600 1442 607 1449</box>
basaveshwara-caption: ಶ್ರೀಕಾಂತ ಜತ್ತಿ, ಮಹೇಶ ನಾಯಿಕ, ಉಮೇಶ ಪಾಟೀಲ, ಮಹಾದೇವಪ್ಪ ಪಾಟೀಲ, ಸಂಗಪ್ಪ ಜತ್ತಿ, ಪ್ರಕಾಶ ಪೋಲೀಸ ಹಾಗೂ ಗ್ರಾಮಸ್ಥರು ಉಪಸ್ಥಿತರಿದ್ದರು. <box>709 1084 915 1100</box>
sanmana-dateline: ಮೂಡಲಗಿ: <box>602 1180 625 1187</box>
divider-vertical-bottom <box>596 1148 597 1430</box>
yellow-dot <box>865 1442 872 1449</box>
brief-3-title: ಶ್ರೀಭೂತಾಳ ಸಿದ್ದೇಶ್ವರ ನೂತನ ಮಹಾದ್ವಾರ ಲೋಕಾರ್ಪಣೆ <box>54 816 174 847</box>
sanmana-col-1 <box>602 1180 702 1428</box>
basavanna-title-1: ವಿಶ್ವಗುರು ಬಸವಣ್ಣನವರ <box>208 743 381 768</box>
shankara-col-1 <box>208 432 356 732</box>
sslc-col-1 <box>30 1198 135 1428</box>
sslc-text: ಎಸ್ಸೆಸ್ಸೆಲ್ಸಿ ಪರೀಕ್ಷೆಯಲ್ಲಿ ಚನ್ನಮ್ಮನ ಕಿತ್ತೂರು ತಾಲೂಕು ಜಿಲ್ಲೆಗೆ ಪ್ರಥಮ ಸ್ಥಾನ ಪಡೆದು ಸಾಧನೆ ಮಾಡಿದೆ. ತಾಲೂಕಿನಲ್ಲಿ ಒಟ್ಟು 1613 ವಿದ್ಯಾರ್ಥಿಗಳು ಪರೀಕ್ಷೆ ಬರೆದಿದ್ದು, ಅದರಲ್ಲಿ 1095 ವಿದ್ಯಾರ್ಥಿಗಳು ಉತ್ತೀರ್ಣರಾಗಿದ್ದಾರೆ. ಶೇ.68 ರಷ್ಟು ಫಲಿತಾಂಶ ಬಂದಿದ್ದು ತಾಲೂಕು ಜಿಲ್ಲೆಯಲ್ಲಿ ಪ್ರಥಮ ಸ್ಥಾನ ಪಡೆದಿದೆ. ಶಿಕ್ಷಕರ ಪರಿಶ್ರಮ, ವಿದ್ಯಾರ್ಥಿಗಳ ಶ್ರದ್ಧೆ ಮತ್ತು ಪಾಲಕರ ಸಹಕಾರದಿಂದ ಈ ಸಾಧನೆ ಸಾಧ್ಯವಾಗಿದೆ. ಕ್ಷೇತ್ರ ಶಿಕ್ಷಣಾಧಿಕಾರಿಗಳ ಮಾರ್ಗದರ್ಶನದಲ್ಲಿ ವಿಶೇಷ ತರಗತಿಗಳು, ಘಟಕ ಪರೀಕ್ಷೆಗಳು ಹಾಗೂ ಪುನರಾವರ್ತನೆ ತರಗತಿಗಳನ್ನು ನಡೆಸಲಾಗಿತ್ತು. ಸರ್ಕಾರಿ ಶಾಲೆಗಳು ಉತ್ತಮ ಫಲಿತಾಂಶ ದಾಖಲಿಸಿವೆ. 125ಕ್ಕೂ ಹೆಚ್ಚು ವಿದ್ಯಾರ್ಥಿಗಳು 600ಕ್ಕೂ ಹೆಚ್ಚು ಅಂಕ ಪಡೆದಿದ್ದಾರೆ. ಅತ್ಯುತ್ತಮ ಅಂಕ ಪಡೆದ ವಿದ್ಯಾರ್ಥಿಗಳನ್ನು ಸನ್ಮಾನಿಸಲಾಯಿತು. ಶಿಕ್ಷಣ ಇಲಾಖೆಯ ಅಧಿಕಾರಿಗಳು, ಮುಖ್ಯೋಪಾಧ್ಯಾಯರು, ಶಿಕ್ಷಕರು ಹಾಗೂ ಪಾಲಕರು ಹರ್ಷ ವ್ಯಕ್ತಪಡಿಸಿದ್ದಾರೆ. ಮುಂದಿನ ವರ್ಷ ರಾಜ್ಯ ಮಟ್ಟದಲ್ಲಿ ಉತ್ತಮ ಸ್ಥಾನ ಪಡೆಯಲು ಈಗಿನಿಂದಲೇ ಸಿದ್ಧತೆ ನಡೆಸಲಾಗುವುದು ಎಂದು ಅಧಿಕಾರಿಗಳು ತಿಳಿಸಿದ್ದಾರೆ. <box>30 1198 135 1365</box>
shrigalu-title: ಬೇಗ ಏಳುವ ಅಭ್ಯಾಸ ದೇಹ ಸದೃಢಕ್ಕೆ ಸಹಕಾರಿ: ಶ್ರೀಗಳು <box>481 743 763 762</box>
basavanna-body <box>208 808 470 920</box>
basaveshwara-body <box>481 990 703 1136</box>
guru-photo <box>678 646 915 732</box>
brief-3-text: ಪಟ್ಟಣದ ಶ್ರೀಭೂತಾಳ ಸಿದ್ದೇಶ್ವರ ದೇವಸ್ಥಾನದ ನೂತನ ಮಹಾದ್ವಾರವನ್ನು ಪೂಜ್ಯರು ಲೋಕಾರ್ಪಣೆಗೊಳಿಸಿದರು. ಉದ್ಘಾಟನಾ ಕಾರ್ಯಕ್ರಮದಲ್ಲಿ ಪಟ್ಟಣದ ಹಿರಿಯರು, ದೇವಸ್ಥಾನ ಸಮಿತಿ ಪದಾಧಿಕಾರಿಗಳು, ಗ್ರಾಮಸ್ಥರು ಹಾಗೂ ಭಕ್ತರು ಪಾಲ್ಗೊಂಡಿದ್ದರು. ಮಹಾದ್ವಾರ ನಿರ್ಮಾಣಕ್ಕೆ ಸಹಕರಿಸಿದ ದಾನಿಗಳನ್ನು ಸನ್ಮಾನಿಸಲಾಯಿತು. ಕಾರ್ಯಕ್ರಮದ ಅಂಗವಾಗಿ ವಿಶೇಷ ಪೂಜೆ, ಅಭಿಷೇಕ ಹಾಗೂ ಮಹಾಪ್ರಸಾದ ವ್ಯವಸ್ಥೆ ಮಾಡಲಾಗಿತ್ತು. <box>30 956 198 997</box>
registration-marks-right <box>845 1442 882 1449</box>
magenta-dot <box>100 1442 107 1449</box>
brief-2-body <box>30 494 138 662</box>
raybag-photo <box>208 928 470 1068</box>
basaveshwara-photo <box>709 990 915 1080</box>
shankara-article <box>208 312 668 732</box>
quote-icon: ❝ <box>396 1178 411 1206</box>
basavanna-title-2: ಜಯಂತಿ ಮಹೋತ್ಸವ ನಾಳೆ <box>208 773 402 798</box>
sanmana-col-2 <box>708 1276 915 1428</box>
kirusuddi-icon <box>30 98 68 136</box>
divider-vertical-mid <box>672 312 673 732</box>
registration-marks-left <box>90 1442 127 1449</box>
registration-marks-center-right <box>600 1442 637 1449</box>
brief-1 <box>30 144 198 462</box>
